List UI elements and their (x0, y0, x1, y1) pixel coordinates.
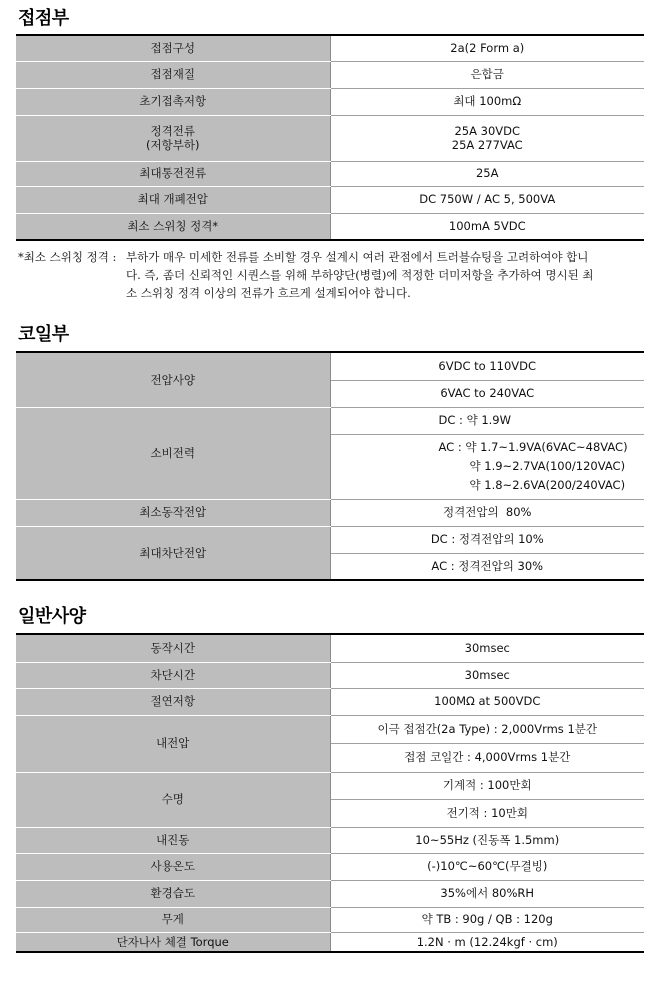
spec-value: DC : 약 1.9W (330, 407, 644, 434)
spec-value: AC : 약 1.7~1.9VA(6VAC~48VAC) 약 1.9~2.7VA(100/120VAC) 약 1.8~2.6VA(200/240VAC) (330, 434, 644, 499)
note-line: 부하가 매우 미세한 전류를 소비할 경우 설계시 여러 관점에서 트러블슈팅을 고려하여야 합니 (126, 250, 589, 264)
table-row (16, 115, 644, 161)
spec-label: 최대 개폐전압 (16, 186, 330, 213)
spec-value: 접점 코일간 : 4,000Vrms 1분간 (330, 743, 644, 772)
spec-value: 은합금 (330, 61, 644, 88)
spec-value: 10~55Hz (진동폭 1.5mm) (330, 827, 644, 853)
spec-label: 동작시간 (16, 635, 330, 662)
spec-label: 무게 (16, 907, 330, 932)
spec-label: 소비전력 (16, 407, 330, 499)
table-row (16, 907, 644, 932)
table-row (16, 213, 644, 240)
spec-label: 수명 (16, 772, 330, 827)
spec-value: 최대 100mΩ (330, 88, 644, 115)
spec-value: 30msec (330, 635, 644, 662)
table-row (16, 186, 644, 213)
spec-value: 25A (330, 161, 644, 186)
spec-value: AC : 정격전압의 30% (330, 553, 644, 580)
spec-label: 내진동 (16, 827, 330, 853)
spec-value: 이극 접점간(2a Type) : 2,000Vrms 1분간 (330, 715, 644, 743)
spec-value: 2a(2 Form a) (330, 36, 644, 61)
spec-label: 최대차단전압 (16, 526, 330, 580)
min-switching-note (18, 248, 643, 302)
spec-value: 1.2N · m (12.24kgf · cm) (330, 932, 644, 952)
table-row (16, 353, 644, 380)
spec-value: 6VDC to 110VDC (330, 353, 644, 380)
spec-label: 차단시간 (16, 662, 330, 688)
table-row (16, 688, 644, 715)
table-row (16, 880, 644, 907)
table-row (16, 853, 644, 880)
spec-value: 35%에서 80%RH (330, 880, 644, 907)
general-spec-table (16, 633, 644, 953)
contact-section-title: 접점부 (18, 8, 69, 29)
table-row (16, 61, 644, 88)
table-row (16, 662, 644, 688)
spec-value: 약 TB : 90g / QB : 120g (330, 907, 644, 932)
spec-value: DC : 정격전압의 10% (330, 526, 644, 553)
coil-spec-table (16, 351, 644, 581)
general-section-title: 일반사양 (18, 606, 86, 627)
spec-value: (-)10℃~60℃(무결빙) (330, 853, 644, 880)
spec-value: 25A 30VDC 25A 277VAC (330, 115, 644, 161)
spec-value: 전기적 : 10만회 (330, 799, 644, 827)
spec-label: 환경습도 (16, 880, 330, 907)
table-row (16, 715, 644, 743)
table-row (16, 407, 644, 434)
spec-value: 100mA 5VDC (330, 213, 644, 240)
note-line: 다. 즉, 좀더 신뢰적인 시퀀스를 위해 부하양단(병렬)에 적정한 더미저항을 추가하여 명시된 최 (126, 268, 594, 282)
spec-label: 최소 스위칭 정격* (16, 213, 330, 240)
note-line: 소 스위칭 정격 이상의 전류가 흐르게 설계되어야 합니다. (126, 286, 411, 300)
spec-label: 사용온도 (16, 853, 330, 880)
spec-label: 정격전류 (저항부하) (16, 115, 330, 161)
table-row (16, 635, 644, 662)
spec-label: 절연저항 (16, 688, 330, 715)
spec-label: 접점재질 (16, 61, 330, 88)
spec-value: 기계적 : 100만회 (330, 772, 644, 799)
table-row (16, 526, 644, 553)
spec-value: 정격전압의 80% (330, 499, 644, 526)
table-row (16, 36, 644, 61)
spec-value: 30msec (330, 662, 644, 688)
table-row (16, 827, 644, 853)
table-row (16, 88, 644, 115)
table-row (16, 161, 644, 186)
spec-label: 전압사양 (16, 353, 330, 407)
contact-spec-table (16, 34, 644, 241)
spec-label: 최대통전전류 (16, 161, 330, 186)
spec-label: 접점구성 (16, 36, 330, 61)
note-prefix: *최소 스위칭 정격 : (18, 250, 117, 264)
table-row (16, 499, 644, 526)
coil-section-title: 코일부 (18, 324, 69, 345)
spec-label: 내전압 (16, 715, 330, 772)
spec-value: 6VAC to 240VAC (330, 380, 644, 407)
spec-value: DC 750W / AC 5, 500VA (330, 186, 644, 213)
spec-value: 100MΩ at 500VDC (330, 688, 644, 715)
table-row (16, 772, 644, 799)
spec-label: 단자나사 체결 Torque (16, 932, 330, 952)
table-row (16, 932, 644, 952)
spec-label: 최소동작전압 (16, 499, 330, 526)
spec-label: 초기접촉저항 (16, 88, 330, 115)
